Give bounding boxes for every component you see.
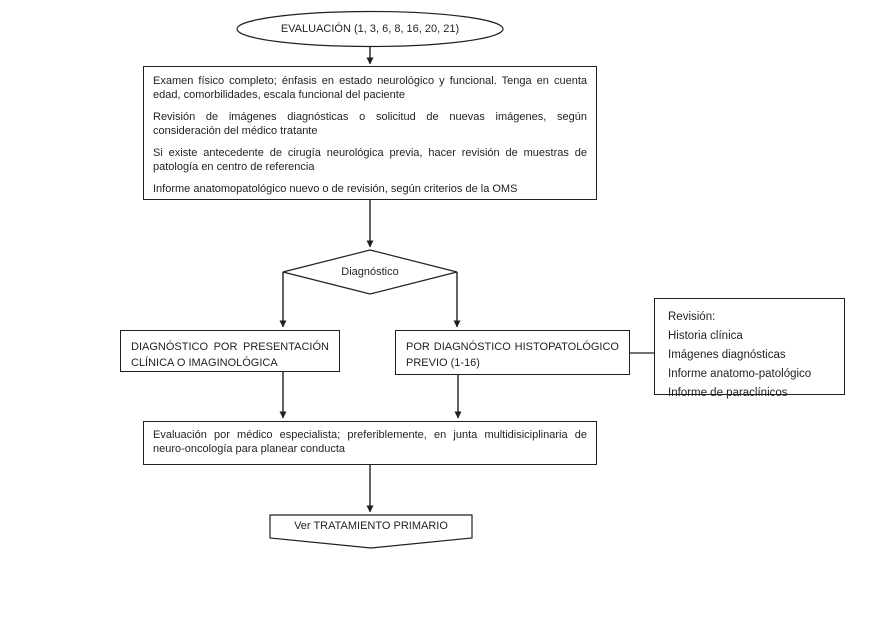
review-box-title: Revisión: [668,311,716,323]
review-item: Informe anatomo-patológico [668,368,812,380]
workup-paragraph-2: Revisión de imágenes diagnósticas o solicitud de nuevas imágenes, según consideración del médico tratante [153,111,587,137]
decision-node-label: Diagnóstico [341,265,399,278]
offpage-connector-label: Ver TRATAMIENTO PRIMARIO [294,520,448,532]
review-box [654,298,845,399]
workup-paragraph-1: Examen físico completo; énfasis en estado neurológico y funcional. Tenga en cuenta edad, comorbilidades, escala funcional del paciente [153,75,587,101]
review-item: Historia clínica [668,330,743,342]
left-branch-box: DIAGNÓSTICO POR PRESENTACIÓN CLÍNICA O IMAGINOLÓGICA [120,330,340,372]
workup-box [143,66,597,200]
review-item: Imágenes diagnósticas [668,349,786,361]
start-node-label: EVALUACIÓN (1, 3, 6, 8, 16, 20, 21) [280,23,460,35]
workup-paragraph-3: Si existe antecedente de cirugía neurológica previa, hacer revisión de muestras de patología en centro de referencia [153,147,587,173]
right-branch-box: POR DIAGNÓSTICO HISTOPATOLÓGICO PREVIO (1-16) [395,330,630,375]
evaluation-box: Evaluación por médico especialista; preferiblemente, en junta multidisiciplinaria de neuro-oncología para planear conducta [143,421,597,465]
workup-paragraph-4: Informe anatomopatológico nuevo o de revisión, según criterios de la OMS [153,183,518,195]
review-item: Informe de paraclínicos [668,387,788,399]
